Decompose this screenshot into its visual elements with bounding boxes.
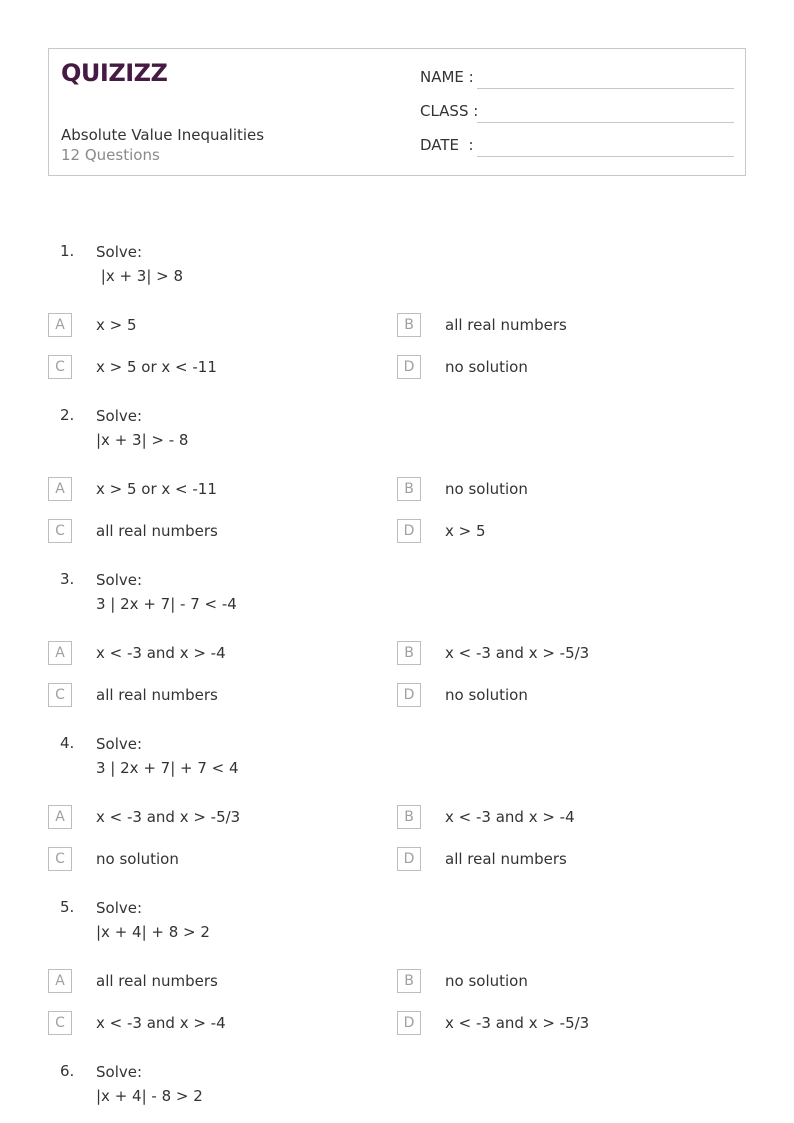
quizizz-logo: QUIZIZZ (61, 59, 168, 87)
class-label: CLASS : (420, 102, 479, 120)
option-letter: D (397, 847, 421, 871)
question-number: 4. (60, 734, 75, 752)
question-number: 2. (60, 406, 75, 424)
option-text: all real numbers (445, 316, 567, 334)
option-letter: D (397, 519, 421, 543)
name-line (477, 88, 734, 89)
option-letter: A (48, 313, 72, 337)
option-letter: C (48, 1011, 72, 1035)
question-expression: |x + 4| - 8 > 2 (96, 1087, 203, 1105)
question-prompt: Solve: (96, 407, 143, 425)
option-text: x < -3 and x > -5/3 (445, 644, 590, 662)
date-field (420, 136, 734, 158)
option-letter: B (397, 805, 421, 829)
option-text: x > 5 (96, 316, 137, 334)
option-letter: C (48, 519, 72, 543)
option-text: x < -3 and x > -4 (445, 808, 575, 826)
option-text: x > 5 or x < -11 (96, 480, 217, 498)
option-text: all real numbers (96, 972, 218, 990)
question-count: 12 Questions (61, 146, 160, 164)
option-letter: A (48, 641, 72, 665)
question-expression: 3 | 2x + 7| - 7 < -4 (96, 595, 237, 613)
option-letter: A (48, 477, 72, 501)
question-prompt: Solve: (96, 735, 143, 753)
class-line (477, 122, 734, 123)
question-prompt: Solve: (96, 1063, 143, 1081)
option-letter: D (397, 683, 421, 707)
question-number: 1. (60, 242, 75, 260)
option-text: all real numbers (445, 850, 567, 868)
question-expression: |x + 3| > 8 (96, 267, 184, 285)
option-text: all real numbers (96, 686, 218, 704)
question-prompt: Solve: (96, 243, 143, 261)
option-letter: A (48, 805, 72, 829)
option-text: no solution (445, 686, 528, 704)
question-prompt: Solve: (96, 899, 143, 917)
option-letter: C (48, 683, 72, 707)
option-letter: B (397, 477, 421, 501)
class-field (420, 102, 734, 124)
question-expression: |x + 3| > - 8 (96, 431, 189, 449)
name-field (420, 68, 734, 90)
option-text: x > 5 or x < -11 (96, 358, 217, 376)
question-prompt: Solve: (96, 571, 143, 589)
option-letter: D (397, 1011, 421, 1035)
option-text: x < -3 and x > -5/3 (445, 1014, 590, 1032)
option-text: x < -3 and x > -4 (96, 1014, 226, 1032)
option-text: no solution (445, 972, 528, 990)
worksheet-title: Absolute Value Inequalities (61, 126, 265, 144)
option-text: no solution (96, 850, 179, 868)
option-letter: B (397, 969, 421, 993)
option-letter: A (48, 969, 72, 993)
option-text: x < -3 and x > -4 (96, 644, 226, 662)
worksheet-header (48, 48, 746, 176)
option-letter: D (397, 355, 421, 379)
option-letter: C (48, 847, 72, 871)
option-text: no solution (445, 358, 528, 376)
question-expression: 3 | 2x + 7| + 7 < 4 (96, 759, 239, 777)
date-line (477, 156, 734, 157)
option-letter: B (397, 641, 421, 665)
question-number: 5. (60, 898, 75, 916)
option-text: x > 5 (445, 522, 486, 540)
option-text: no solution (445, 480, 528, 498)
date-label: DATE : (420, 136, 474, 154)
question-number: 6. (60, 1062, 75, 1080)
option-letter: B (397, 313, 421, 337)
question-expression: |x + 4| + 8 > 2 (96, 923, 210, 941)
option-text: all real numbers (96, 522, 218, 540)
option-text: x < -3 and x > -5/3 (96, 808, 241, 826)
option-letter: C (48, 355, 72, 379)
question-number: 3. (60, 570, 75, 588)
name-label: NAME : (420, 68, 474, 86)
